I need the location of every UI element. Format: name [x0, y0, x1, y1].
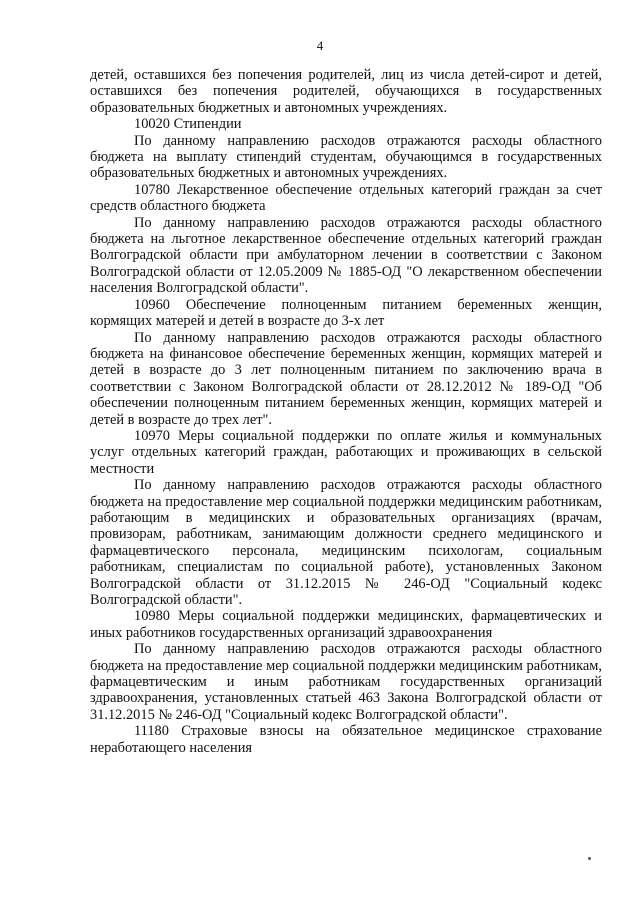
paragraph: По данному направлению расходов отражаются расходы областного бюджета на предоставление мер социальной поддержки медицинским работникам, фармацевтическим и иным работникам государственных организаций здравоохранения, установленных статьей 463 Закона Волгоградской области от 31.12.2015 № 246-ОД "Социальный кодекс Волгоградской области". [90, 641, 602, 723]
document-body [90, 67, 602, 756]
section-heading: 10020 Стипендии [134, 116, 242, 133]
section-heading: 10780 Лекарственное обеспечение отдельных категорий граждан за счет средств областного бюджета [90, 181, 602, 215]
paragraph: По данному направлению расходов отражаются расходы областного бюджета на льготное лекарственное обеспечение отдельных категорий граждан Волгоградской области при амбулаторном лечении в соответствии с Законом Волгоградской области от 12.05.2009 № 1885-ОД "О лекарственном обеспечении населения Волгоградской области". [90, 214, 602, 297]
paragraph: детей, оставшихся без попечения родителей, лиц из числа детей-сирот и детей, оставшихся без попечения родителей, обучающихся в государственных образовательных бюджетных и автономных учреждениях. [90, 67, 602, 116]
section-heading: 10970 Меры социальной поддержки по оплате жилья и коммунальных услуг отдельных категорий граждан, работающих и проживающих в сельской местности [90, 427, 602, 477]
paragraph: По данному направлению расходов отражаются расходы областного бюджета на предоставление мер социальной поддержки медицинским работникам, работающим в медицинских и образовательных организациях (врачам, провизорам, работникам, занимающим должности среднего медицинского и фармацевтического персонала, медицинским психологам, социальным работникам, специалистам по социальной работе), установленных Законом Волгоградской области от 31.12.2015 № 246-ОД "Социальный кодекс Волгоградской области". [90, 477, 602, 608]
section-heading: 11180 Страховые взносы на обязательное медицинское страхование неработающего населения [90, 723, 602, 756]
scan-dot [588, 857, 591, 860]
paragraph: По данному направлению расходов отражаются расходы областного бюджета на выплату стипендий студентам, обучающимся в государственных образовательных бюджетных и автономных учреждениях. [90, 132, 602, 182]
page-number: 4 [316, 38, 324, 53]
paragraph: По данному направлению расходов отражаются расходы областного бюджета на финансовое обеспечение беременных женщин, кормящих матерей и детей в возрасте до 3 лет полноценным питанием по заключению врача в соответствии с Законом Волгоградской области от 28.12.2012 № 189-ОД "Об обеспечении полноценным питанием беременных женщин, кормящих матерей и детей в возрасте до трех лет". [90, 329, 602, 428]
section-heading: 10960 Обеспечение полноценным питанием беременных женщин, кормящих матерей и детей в возрасте до 3-х лет [90, 296, 602, 330]
section-heading: 10980 Меры социальной поддержки медицинских, фармацевтических и иных работников государственных организаций здравоохранения [90, 608, 602, 641]
